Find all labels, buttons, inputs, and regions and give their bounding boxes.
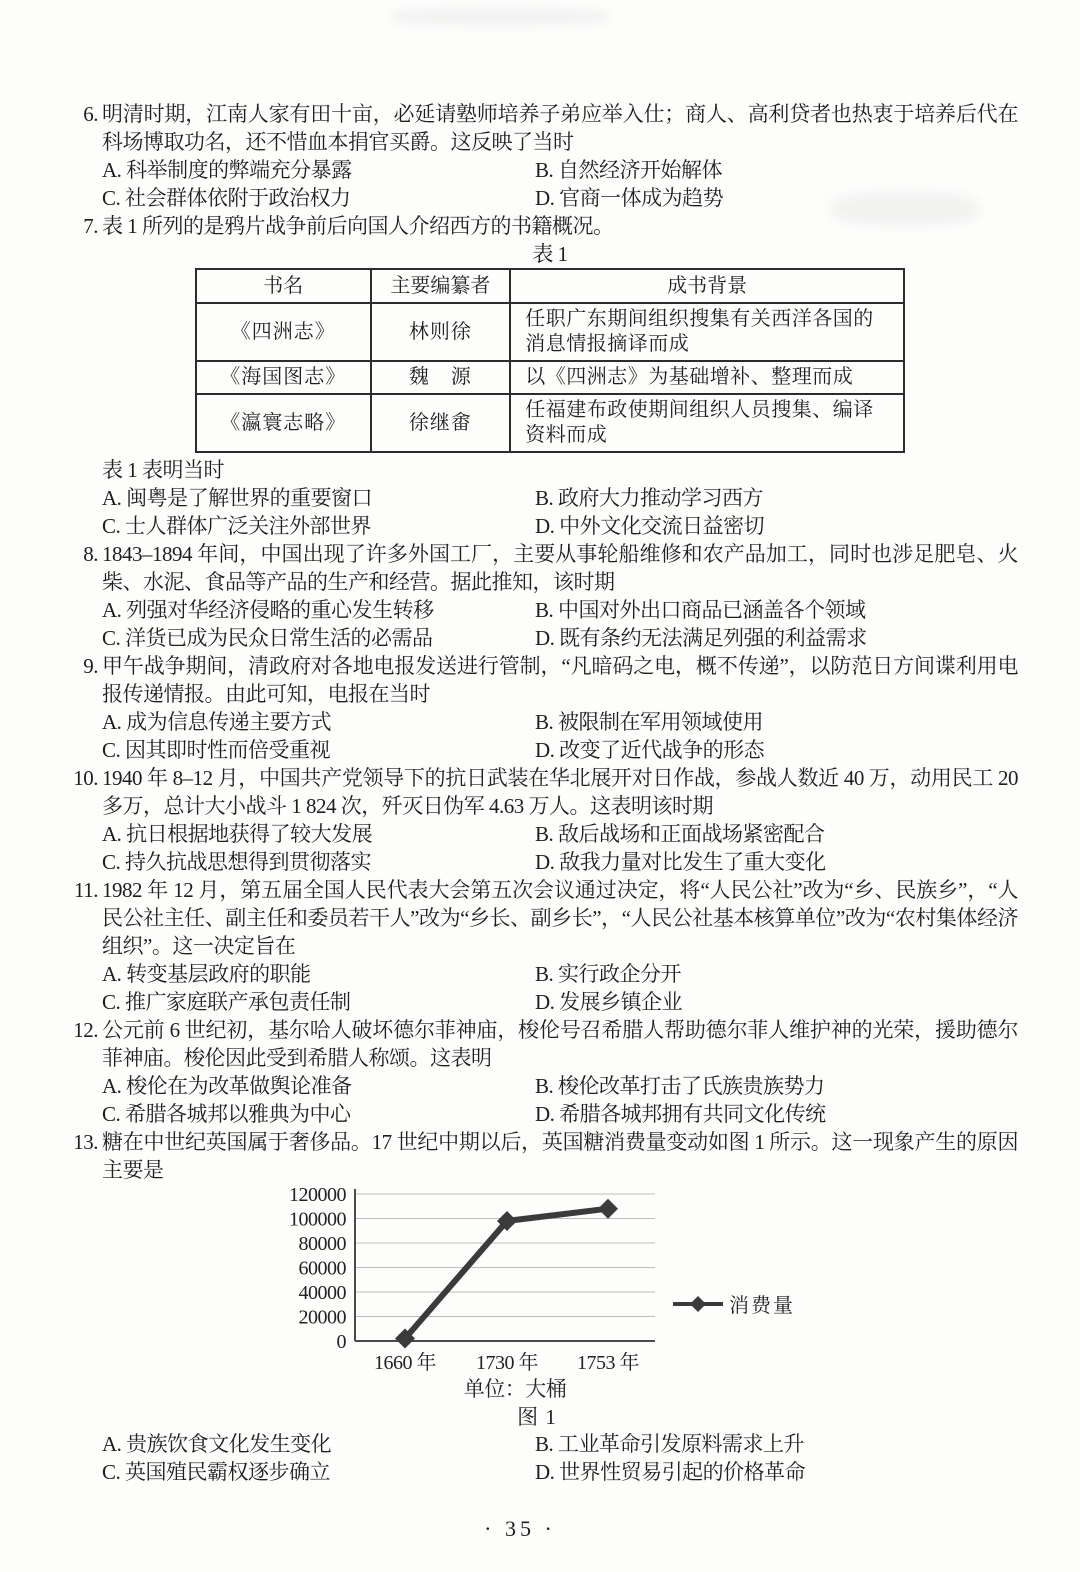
table-cell: 《四洲志》	[196, 303, 371, 361]
options-grid	[102, 820, 1018, 876]
question-item	[68, 212, 1018, 540]
option: A. 梭伦在为改革做舆论准备	[102, 1074, 352, 1098]
question-number: 9.	[83, 654, 98, 678]
question-number: 12.	[73, 1018, 98, 1042]
data-point-marker	[598, 1199, 618, 1219]
options-grid	[102, 960, 1018, 1016]
table-cell: 林则徐	[371, 303, 511, 361]
y-tick-label: 120000	[289, 1184, 346, 1206]
option: C. 推广家庭联产承包责任制	[102, 990, 351, 1014]
question-number: 8.	[83, 542, 98, 566]
questions	[68, 100, 1018, 1486]
legend	[673, 1294, 795, 1317]
option: B. 工业革命引发原料需求上升	[535, 1432, 805, 1456]
options-grid	[102, 596, 1018, 652]
table-cell: 任福建布政使期间组织人员搜集、编译资料而成	[510, 394, 904, 452]
option: B. 自然经济开始解体	[535, 158, 723, 182]
y-tick-label: 40000	[298, 1282, 346, 1304]
option: C. 英国殖民霸权逐步确立	[102, 1460, 331, 1484]
table-row	[196, 361, 904, 394]
x-tick-label: 1753 年	[577, 1352, 639, 1374]
option: C. 士人群体广泛关注外部世界	[102, 514, 372, 538]
table-caption: 表 1	[532, 242, 568, 266]
option: B. 政府大力推动学习西方	[535, 486, 764, 510]
option: B. 中国对外出口商品已涵盖各个领域	[535, 598, 866, 622]
question-stem: 1940 年 8–12 月，中国共产党领导下的抗日武装在华北展开对日作战，参战人数近 40 万，动用民工 20 多万，总计大小战斗 1 824 次，歼灭日伪军 4.63 万人。这表明该时期	[102, 766, 1018, 818]
consumption-line-chart	[280, 1184, 850, 1404]
books-table	[195, 268, 905, 453]
options-grid	[102, 708, 1018, 764]
option: A. 贵族饮食文化发生变化	[102, 1432, 332, 1456]
table-header-cell: 成书背景	[510, 269, 904, 303]
y-tick-label: 80000	[298, 1233, 346, 1255]
y-tick-label: 0	[336, 1331, 346, 1353]
option: B. 实行政企分开	[535, 962, 682, 986]
question-item	[68, 100, 1018, 212]
question-item	[68, 540, 1018, 652]
table-header-cell: 书名	[196, 269, 371, 303]
table-cell: 以《四洲志》为基础增补、整理而成	[510, 361, 904, 394]
question-item	[68, 764, 1018, 876]
option: D. 发展乡镇企业	[535, 990, 683, 1014]
option: D. 中外文化交流日益密切	[535, 514, 765, 538]
options-grid	[102, 1072, 1018, 1128]
x-tick-label: 1660 年	[374, 1352, 436, 1374]
option: A. 闽粤是了解世界的重要窗口	[102, 486, 373, 510]
option: C. 洋货已成为民众日常生活的必需品	[102, 626, 433, 650]
figure-chart	[280, 1184, 1018, 1404]
table-cell: 魏 源	[371, 361, 511, 394]
option: C. 持久抗战思想得到贯彻落实	[102, 850, 372, 874]
table-head	[196, 269, 904, 303]
y-tick-label: 100000	[289, 1208, 346, 1231]
question-item	[68, 652, 1018, 764]
option: D. 世界性贸易引起的价格革命	[535, 1460, 806, 1484]
page-number: · 35 ·	[484, 1516, 556, 1541]
question-stem: 1843–1894 年间，中国出现了许多外国工厂，主要从事轮船维修和农产品加工，同时也涉足肥皂、火柴、水泥、食品等产品的生产和经营。据此推知，该时期	[102, 542, 1018, 594]
table-body	[196, 303, 904, 452]
option: D. 既有条约无法满足列强的利益需求	[535, 626, 867, 650]
option: C. 希腊各城邦以雅典为中心	[102, 1102, 351, 1126]
table-row	[196, 394, 904, 452]
option: B. 梭伦改革打击了氏族贵族势力	[535, 1074, 825, 1098]
question-number: 11.	[74, 878, 98, 902]
question-number: 7.	[83, 214, 98, 238]
x-tick-label: 1730 年	[476, 1352, 538, 1374]
option: A. 成为信息传递主要方式	[102, 710, 332, 734]
y-tick-label: 60000	[298, 1257, 346, 1280]
question-stem-2: 表 1 表明当时	[102, 458, 224, 482]
question-number: 10.	[73, 766, 98, 790]
options-grid	[102, 1430, 1018, 1486]
option: A. 科举制度的弊端充分暴露	[102, 158, 352, 182]
table-cell: 《海国图志》	[196, 361, 371, 394]
table-cell: 徐继畬	[371, 394, 511, 452]
option: A. 列强对华经济侵略的重心发生转移	[102, 598, 434, 622]
question-stem: 明清时期，江南人家有田十亩，必延请塾师培养子弟应举入仕；商人、高利贷者也热衷于培养后代在科场博取功名，还不惜血本捐官买爵。这反映了当时	[102, 102, 1018, 154]
table-row	[196, 303, 904, 361]
option: A. 抗日根据地获得了较大发展	[102, 822, 373, 846]
table-cell: 任职广东期间组织搜集有关西洋各国的消息情报摘译而成	[510, 303, 904, 361]
question-stem: 甲午战争期间，清政府对各地电报发送进行管制，“凡暗码之电，概不传递”，以防范日方间谍利用电报传递情报。由此可知，电报在当时	[102, 654, 1018, 706]
unit-label: 单位：大桶	[463, 1377, 567, 1401]
option: B. 敌后战场和正面战场紧密配合	[535, 822, 825, 846]
scan-artifact	[390, 8, 610, 26]
question-item	[68, 1016, 1018, 1128]
legend-label: 消费量	[729, 1295, 795, 1317]
question-item	[68, 1128, 1018, 1486]
question-number: 6.	[83, 102, 98, 126]
table-cell: 《瀛寰志略》	[196, 394, 371, 452]
option: A. 转变基层政府的职能	[102, 962, 311, 986]
figure-label: 图 1	[517, 1405, 557, 1429]
option: D. 改变了近代战争的形态	[535, 738, 765, 762]
option: D. 敌我力量对比发生了重大变化	[535, 850, 826, 874]
question-stem: 1982 年 12 月，第五届全国人民代表大会第五次会议通过决定，将“人民公社”改为“乡、民族乡”，“人民公社主任、副主任和委员若干人”改为“乡长、副乡长”，“人民公社基本核算单位”改为“农村集体经济组织”。这一决定旨在	[102, 878, 1018, 958]
option: D. 希腊各城邦拥有共同文化传统	[535, 1102, 826, 1126]
question-stem: 公元前 6 世纪初，基尔哈人破坏德尔菲神庙，梭伦号召希腊人帮助德尔菲人维护神的光荣，援助德尔菲神庙。梭伦因此受到希腊人称颂。这表明	[102, 1018, 1018, 1070]
options-grid	[102, 484, 1018, 540]
option: B. 被限制在军用领域使用	[535, 710, 764, 734]
question-item	[68, 876, 1018, 1016]
table-header-cell: 主要编纂者	[371, 269, 511, 303]
question-number: 13.	[73, 1130, 98, 1154]
y-tick-label: 20000	[298, 1306, 346, 1329]
question-stem: 表 1 所列的是鸦片战争前后向国人介绍西方的书籍概况。	[102, 214, 614, 238]
options-grid	[102, 156, 1018, 212]
question-stem: 糖在中世纪英国属于奢侈品。17 世纪中期以后，英国糖消费量变动如图 1 所示。这一现象产生的原因主要是	[102, 1130, 1018, 1182]
option: C. 因其即时性而倍受重视	[102, 738, 331, 762]
option: C. 社会群体依附于政治权力	[102, 186, 351, 210]
table-header-row	[196, 269, 904, 303]
legend-marker-icon	[690, 1296, 706, 1312]
option: D. 官商一体成为趋势	[535, 186, 724, 210]
